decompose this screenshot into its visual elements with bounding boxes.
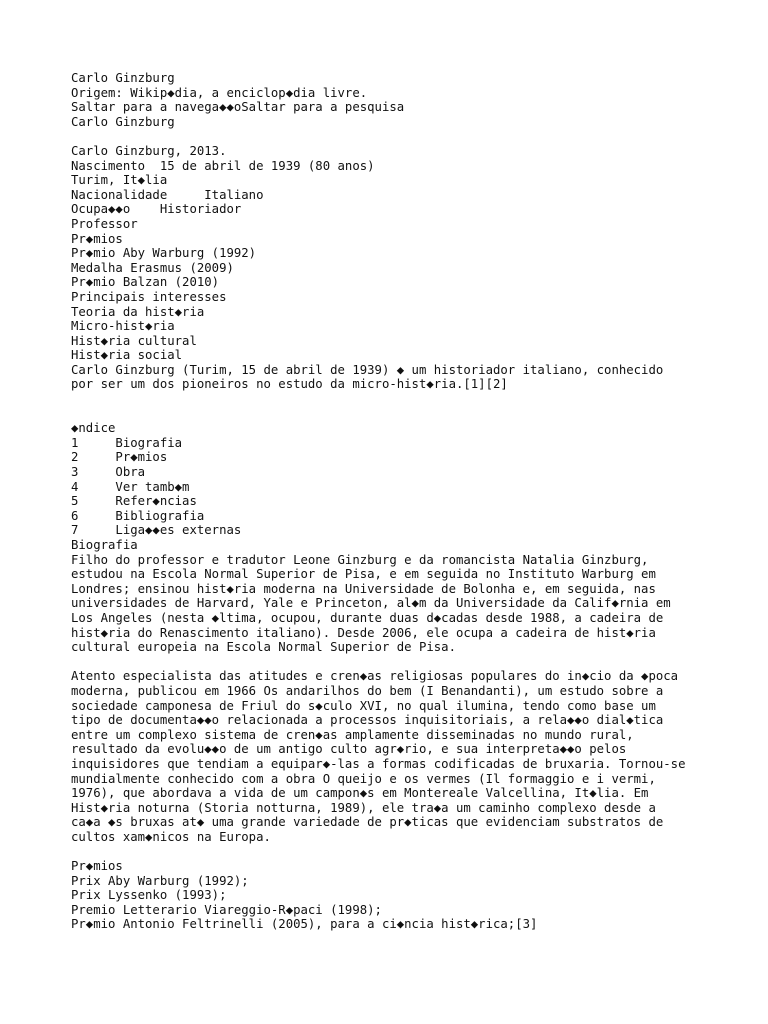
- text-line: Carlo Ginzburg (Turim, 15 de abril de 1939) ◆ um historiador italiano, conhecido: [71, 362, 664, 377]
- text-line: Atento especialista das atitudes e cren◆as religiosas populares do in◆cio da ◆poca: [71, 669, 679, 684]
- text-line: Ocupa◆◆o Historiador: [71, 202, 242, 217]
- text-line: 3 Obra: [71, 465, 146, 480]
- text-line: ◆ndice: [71, 421, 116, 436]
- text-line: Pr◆mio Balzan (2010): [71, 275, 220, 290]
- text-line: inquisidores que tendiam a equipar◆-las a formas codificadas de bruxaria. Tornou-se: [71, 756, 686, 771]
- text-line: resultado da evolu◆◆o de um antigo culto agr◆rio, e sua interpreta◆◆o pelos: [71, 742, 627, 757]
- text-line: Nacionalidade Italiano: [71, 187, 264, 202]
- text-line: hist◆ria do Renascimento italiano). Desde 2006, ele ocupa a cadeira de hist◆ria: [71, 625, 656, 640]
- text-line: 1976), que abordava a vida de um campon◆s em Montereale Valcellina, It◆lia. Em: [71, 786, 649, 801]
- text-line: 6 Bibliografia: [71, 508, 205, 523]
- text-line: Prix Lyssenko (1993);: [71, 888, 227, 903]
- text-line: 4 Ver tamb◆m: [71, 479, 190, 494]
- text-line: por ser um dos pioneiros no estudo da micro-hist◆ria.[1][2]: [71, 377, 508, 392]
- text-line: Origem: Wikip◆dia, a enciclop◆dia livre.: [71, 85, 368, 100]
- text-line: universidades de Harvard, Yale e Princeton, al◆m da Universidade da Calif◆rnia em: [71, 596, 671, 611]
- text-line: Medalha Erasmus (2009): [71, 260, 234, 275]
- text-line: Micro-hist◆ria: [71, 319, 175, 334]
- text-line: Pr◆mio Antonio Feltrinelli (2005), para a ci◆ncia hist◆rica;[3]: [71, 917, 538, 932]
- text-line: mundialmente conhecido com a obra O queijo e os vermes (Il formaggio e i vermi,: [71, 771, 656, 786]
- text-line: Filho do professor e tradutor Leone Ginzburg e da romancista Natalia Ginzburg,: [71, 552, 649, 567]
- blank-line: [71, 655, 751, 670]
- text-line: Teoria da hist◆ria: [71, 304, 205, 319]
- text-line: Turim, It◆lia: [71, 173, 168, 188]
- text-line: Hist◆ria noturna (Storia notturna, 1989), ele tra◆a um caminho complexo desde a: [71, 800, 656, 815]
- text-line: tipo de documenta◆◆o relacionada a processos inquisitoriais, a rela◆◆o dial◆tica: [71, 713, 664, 728]
- text-line: Nascimento 15 de abril de 1939 (80 anos): [71, 158, 375, 173]
- text-line: cultos xam◆nicos na Europa.: [71, 829, 271, 844]
- text-line: Carlo Ginzburg: [71, 71, 175, 85]
- blank-line: [71, 129, 751, 144]
- blank-line: [71, 407, 751, 422]
- text-line: Pr◆mios: [71, 231, 123, 246]
- text-line: Hist◆ria social: [71, 348, 183, 363]
- text-line: Pr◆mio Aby Warburg (1992): [71, 246, 257, 261]
- text-line: Biografia: [71, 538, 138, 552]
- text-line: entre um complexo sistema de cren◆as amplamente disseminadas no mundo rural,: [71, 727, 634, 742]
- text-line: Principais interesses: [71, 289, 227, 304]
- blank-line: [71, 392, 751, 407]
- text-line: moderna, publicou em 1966 Os andarilhos do bem (I Benandanti), um estudo sobre a: [71, 683, 664, 698]
- text-line: Prix Aby Warburg (1992);: [71, 873, 249, 888]
- text-line: Londres; ensinou hist◆ria moderna na Universidade de Bolonha e, em seguida, nas: [71, 581, 656, 596]
- text-line: 5 Refer◆ncias: [71, 494, 197, 509]
- text-line: Premio Letterario Viareggio-R◆paci (1998);: [71, 902, 382, 917]
- text-line: Carlo Ginzburg, 2013.: [71, 143, 227, 158]
- blank-line: [71, 844, 751, 859]
- text-line: Professor: [71, 216, 138, 231]
- text-line: Pr◆mios: [71, 859, 123, 874]
- text-line: Saltar para a navega◆◆oSaltar para a pesquisa: [71, 100, 405, 115]
- text-line: Hist◆ria cultural: [71, 333, 197, 348]
- text-line: Los Angeles (nesta ◆ltima, ocupou, durante duas d◆cadas desde 1988, a cadeira de: [71, 610, 664, 625]
- text-line: 7 Liga◆◆es externas: [71, 523, 242, 538]
- text-line: estudou na Escola Normal Superior de Pisa, e em seguida no Instituto Warburg em: [71, 567, 656, 582]
- text-line: sociedade camponesa de Friul do s◆culo XVI, no qual ilumina, tendo como base um: [71, 698, 656, 713]
- text-line: 1 Biografia: [71, 435, 183, 450]
- text-line: 2 Pr◆mios: [71, 450, 168, 465]
- text-line: ca◆a ◆s bruxas at◆ uma grande variedade de pr◆ticas que evidenciam substratos de: [71, 815, 664, 830]
- text-line: Carlo Ginzburg: [71, 114, 175, 129]
- document-body: [71, 71, 751, 932]
- text-line: cultural europeia na Escola Normal Superior de Pisa.: [71, 640, 456, 655]
